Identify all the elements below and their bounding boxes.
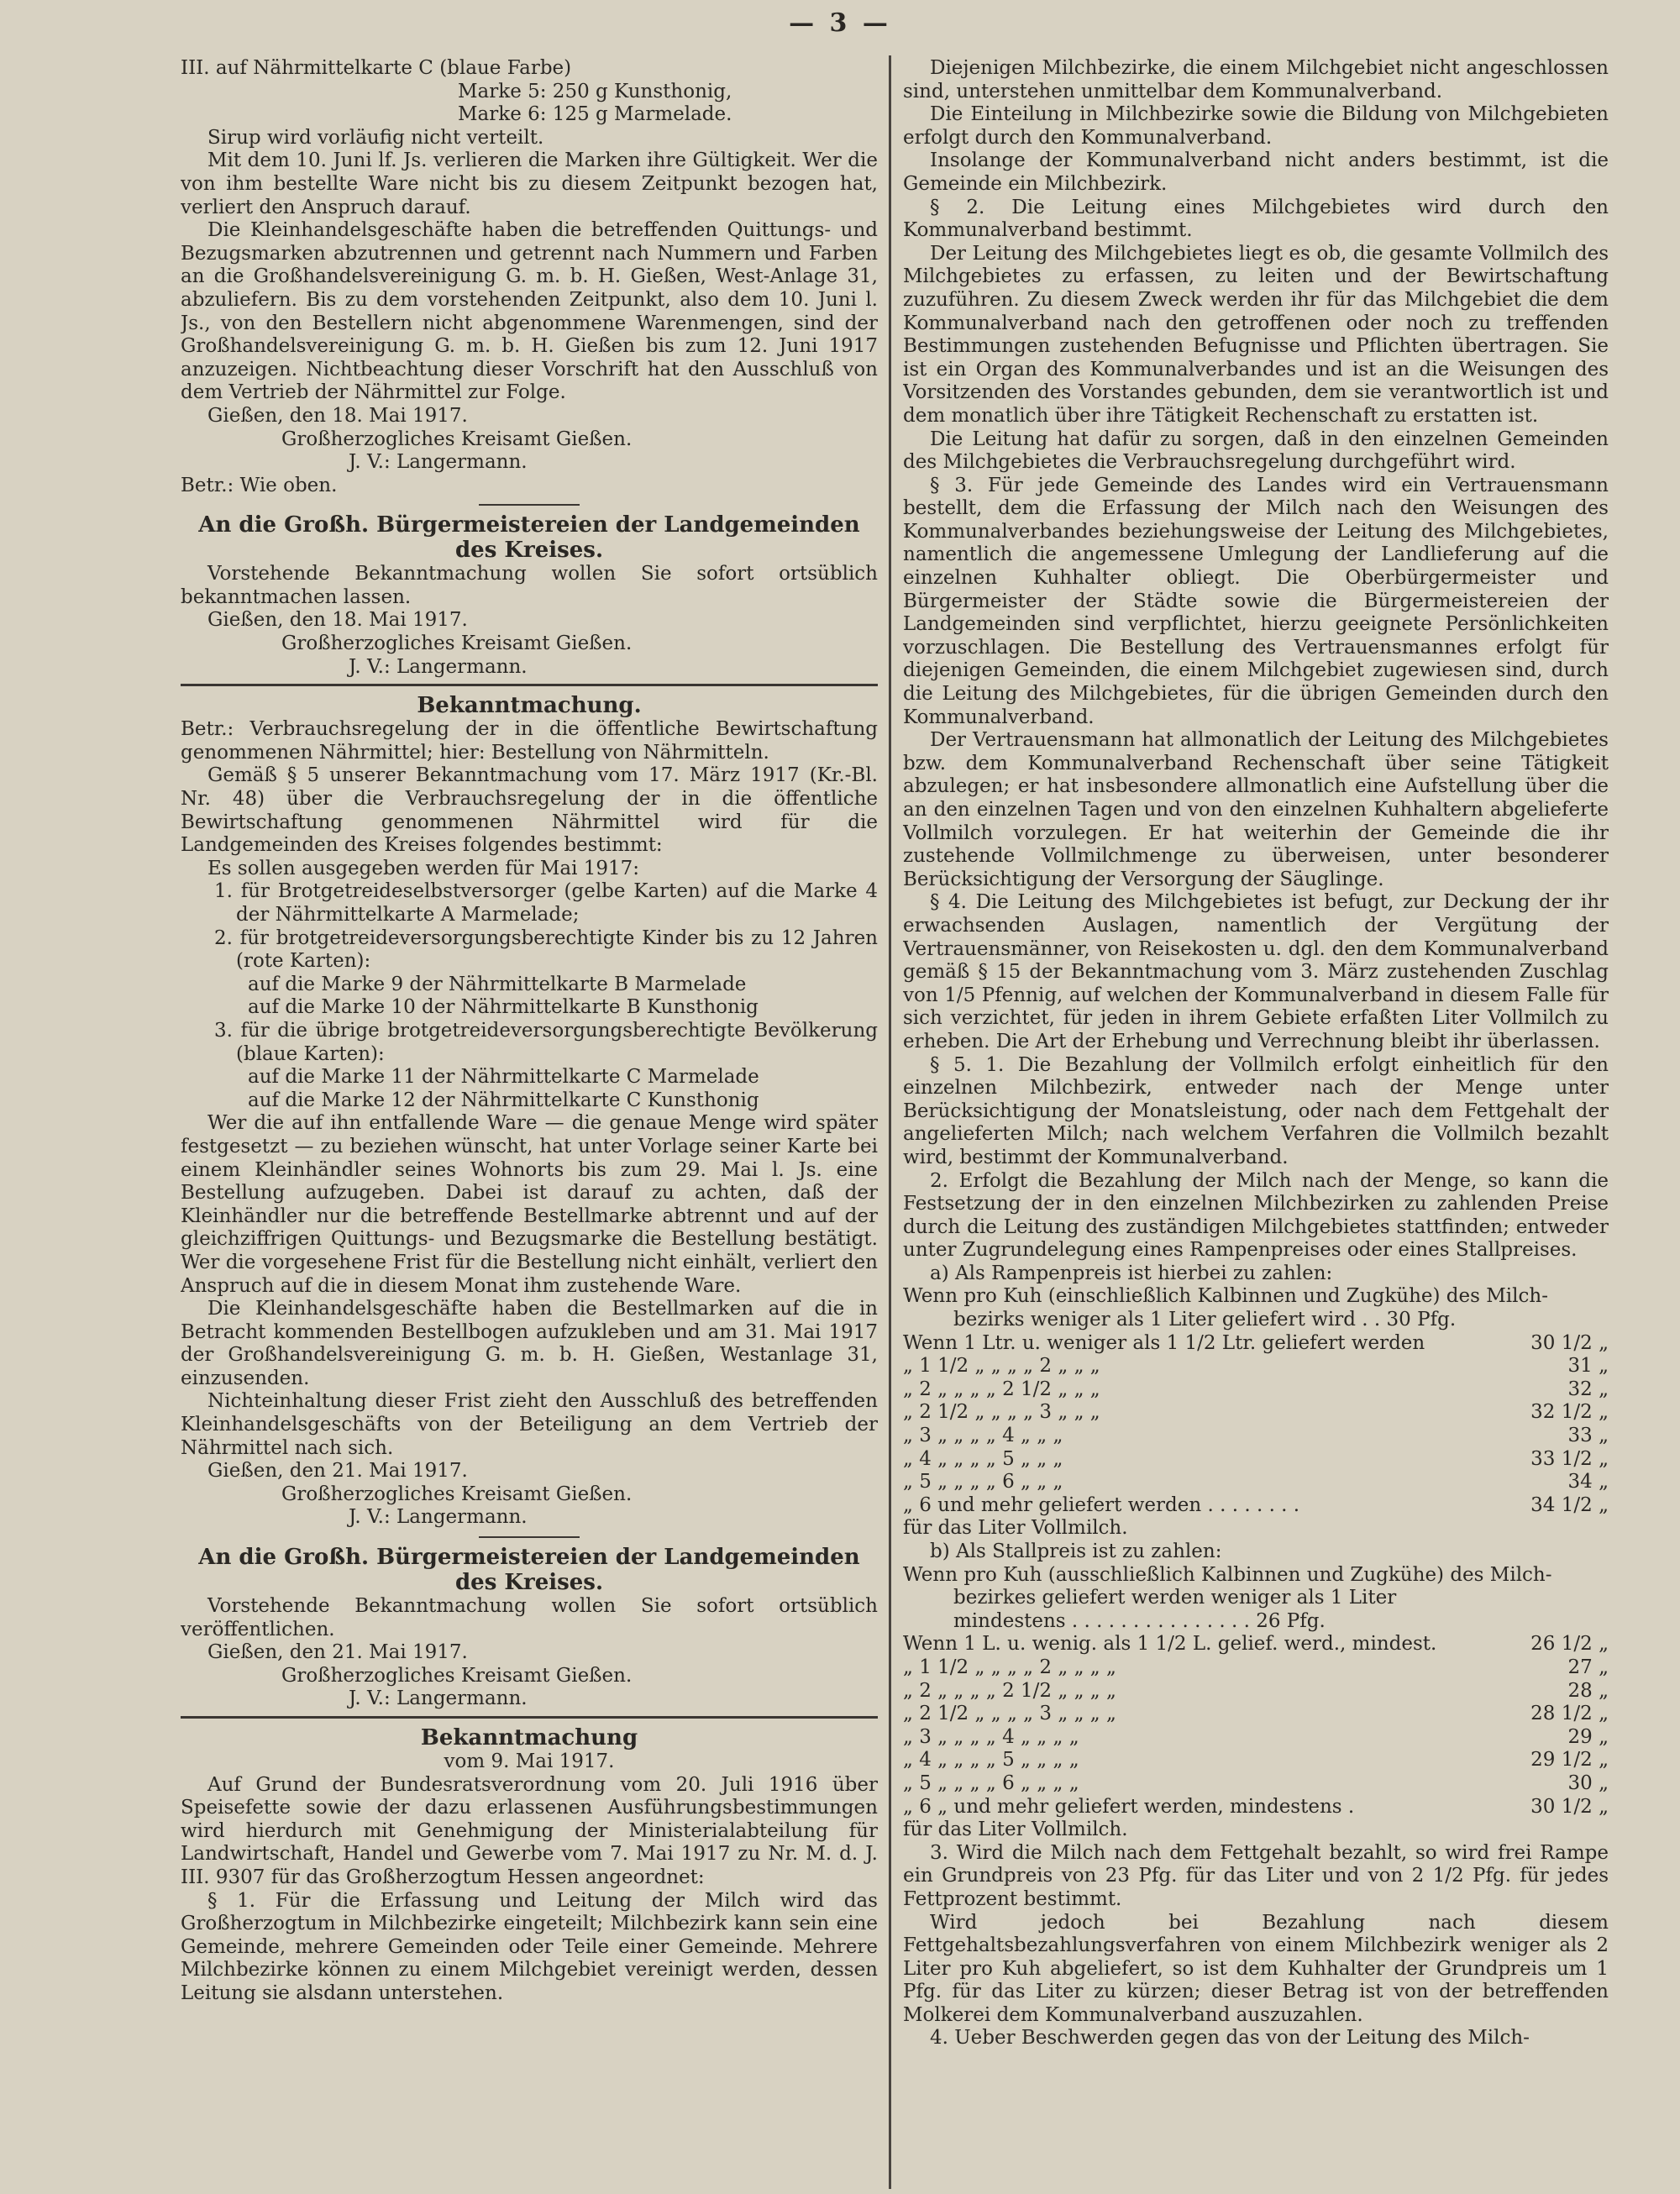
paragraph: Wird jedoch bei Bezahlung nach diesem Fettgehaltsbezahlungsverfahren von einem Milchbezirk weniger als 2 Liter pro Kuh abgeliefert, so ist dem Kuhhalter der Grundpreis um 1 Pfg. für das Liter zu kürzen; dieser Betrag ist von der betreffenden Molkerei dem Kommunalverband auszuzahlen.	[903, 1911, 1609, 2026]
row-value: 31 „	[1567, 1355, 1609, 1378]
list-item: 2. für brotgetreideversorgungsberechtigte Kinder bis zu 12 Jahren (rote Karten):	[214, 926, 878, 973]
table-row	[903, 1378, 1609, 1402]
table-row	[903, 1680, 1609, 1703]
paragraph: Vorstehende Bekanntmachung wollen Sie sofort ortsüblich bekanntmachen lassen.	[181, 563, 878, 608]
office-line: Großherzogliches Kreisamt Gießen.	[281, 1483, 633, 1505]
table-row	[903, 1796, 1609, 1819]
right-column	[903, 57, 1609, 2186]
short-rule	[479, 504, 580, 506]
row-label: „ 6 „ und mehr geliefert werden, mindestens .	[903, 1795, 1355, 1818]
row-label: „ 2 „ „ „ „ 2 1/2 „ „ „	[903, 1378, 1100, 1400]
paragraph: § 1. Für die Erfassung und Leitung der Milch wird das Großherzogtum in Milchbezirke eingeteilt; Milchbezirk kann sein eine Gemeinde, mehrere Gemeinden oder Teile einer Gemeinde. Mehrere Milchbezirke können zu einem Milchgebiet vereinigt werden, dessen Leitung sie alsdann unterstehen.	[181, 1889, 878, 2004]
paragraph: Auf Grund der Bundesratsverordnung vom 20. Juli 1916 über Speisefette sowie der dazu erlassenen Ausführungsbestimmungen wird hierdurch mit Genehmigung der Ministerialabteilung für Landwirtschaft, Handel und Gewerbe vom 7. Mai 1917 zu Nr. M. d. J. III. 9307 für das Großherzogtum Hessen angeordnet:	[181, 1773, 878, 1888]
paragraph: Vorstehende Bekanntmachung wollen Sie sofort ortsüblich veröffentlichen.	[181, 1595, 878, 1640]
signature-line: J. V.: Langermann.	[349, 451, 528, 474]
table-row	[903, 1425, 1609, 1448]
column-divider	[889, 55, 891, 2189]
section-rule	[181, 1716, 878, 1719]
row-label: „ 6 und mehr geliefert werden . . . . . . . .	[903, 1493, 1300, 1516]
office-line: Großherzogliches Kreisamt Gießen.	[281, 632, 633, 655]
table-row	[903, 1749, 1609, 1772]
paragraph: § 4. Die Leitung des Milchgebietes ist befugt, zur Deckung der ihr erwachsenden Auslagen, namentlich der Vergütung der Vertrauensmänner, von Reisekosten u. dgl. den dem Kommunalverband gemäß § 15 der Bekanntmachung vom 3. März zustehenden Zuschlag von 1/5 Pfennig, auf welchen der Kommunalverband in diesem Falle für sich verzichtet, für jeden in ihrem Gebiete erfaßten Liter Vollmilch zu erheben. Die Art der Erhebung und Verrechnung bleibt ihr überlassen.	[903, 891, 1609, 1052]
page-number: — 3 —	[789, 8, 891, 38]
notice-heading: An die Großh. Bürgermeistereien der Landgemeinden des Kreises.	[198, 512, 860, 564]
row-label: Wenn 1 Ltr. u. weniger als 1 1/2 Ltr. geliefert werden	[903, 1331, 1425, 1354]
signature-line: J. V.: Langermann.	[349, 655, 528, 678]
paragraph: § 3. Für jede Gemeinde des Landes wird ein Vertrauensmann bestellt, dem die Erfassung der Milch nach den Weisungen des Kommunalverbandes beziehungsweise der Leitung des Milchgebietes, namentlich die angemessene Umlegung der Landlieferung auf die einzelnen Kuhhalter obliegt. Die Oberbürgermeister und Bürgermeister der Städte sowie die Bürgermeistereien der Landgemeinden sind verpflichtet, hierzu geeignete Persönlichkeiten vorzuschlagen. Die Bestellung des Vertrauensmannes erfolgt für diejenigen Gemeinden, die einem Milchgebiet zugewiesen sind, durch die Leitung des Milchgebietes, für die übrigen Gemeinden durch den Kommunalverband.	[903, 474, 1609, 728]
table-row	[903, 1471, 1609, 1494]
paragraph: Wer die auf ihn entfallende Ware — die genaue Menge wird später festgesetzt — zu beziehen wünscht, hat unter Vorlage seiner Karte bei einem Kleinhändler seines Wohnorts bis zum 29. Mai l. Js. eine Bestellung aufzugeben. Dabei ist darauf zu achten, daß der Kleinhändler nur die betreffende Bestellmarke abtrennt und auf der gleichziffrigen Quittungs- und Bezugsmarke die Bestellung bestätigt. Wer die vorgesehene Frist für die Bestellung nicht einhält, verliert den Anspruch auf die in diesem Monat ihm zustehende Ware.	[181, 1112, 878, 1297]
date-line: Gießen, den 18. Mai 1917.	[207, 609, 468, 632]
row-value: 26 1/2 „	[1530, 1633, 1609, 1656]
row-value: 34 „	[1567, 1471, 1609, 1493]
row-label: „ 1 1/2 „ „ „ „ 2 „ „ „	[903, 1355, 1100, 1378]
paragraph: Der Vertrauensmann hat allmonatlich der Leitung des Milchgebietes bzw. dem Kommunalverband Rechenschaft über seine Tätigkeit abzulegen; er hat insbesondere allmonatlich eine Aufstellung über die an den einzelnen Tagen und von den einzelnen Kuhhaltern abgelieferte Vollmilch vorzulegen. Er hat weiterhin der Gemeinde die ihr zustehende Vollmilchmenge zu überweisen, unter besonderer Berücksichtigung der Versorgung der Säuglinge.	[903, 729, 1609, 890]
paragraph: Die Kleinhandelsgeschäfte haben die Bestellmarken auf die in Betracht kommenden Bestellbogen aufzukleben und am 31. Mai 1917 der Großhandelsvereinigung G. m. b. H. Gießen, Westanlage 31, einzusenden.	[181, 1298, 878, 1389]
table-row	[903, 1494, 1609, 1518]
office-line: Großherzogliches Kreisamt Gießen.	[281, 1664, 633, 1687]
paragraph: Gemäß § 5 unserer Bekanntmachung vom 17. März 1917 (Kr.-Bl. Nr. 48) über die Verbrauchsregelung der in die öffentliche Bewirtschaftung genommenen Nährmittel wird für die Landgemeinden des Kreises folgendes bestimmt:	[181, 764, 878, 857]
table-row	[903, 1355, 1609, 1378]
table-row	[903, 1633, 1609, 1656]
row-label: „ 3 „ „ „ „ 4 „ „ „	[903, 1425, 1063, 1447]
price-heading: a) Als Rampenpreis ist hierbei zu zahlen:	[930, 1262, 1333, 1284]
row-value: 33 1/2 „	[1530, 1447, 1609, 1470]
row-label: „ 1 1/2 „ „ „ „ 2 „ „ „ „	[903, 1656, 1116, 1678]
row-value: 33 „	[1567, 1425, 1609, 1447]
date-line: Gießen, den 21. Mai 1917.	[207, 1641, 468, 1664]
paragraph: Die Einteilung in Milchbezirke sowie die Bildung von Milchgebieten erfolgt durch den Kommunalverband.	[903, 103, 1609, 149]
row-value: 30 1/2 „	[1530, 1331, 1609, 1354]
section-rule	[181, 684, 878, 686]
left-column	[181, 57, 878, 2186]
card-heading: III. auf Nährmittelkarte C (blaue Farbe)	[181, 57, 572, 79]
bekanntmachung-heading: Bekanntmachung	[420, 1725, 638, 1750]
date-line: Gießen, den 21. Mai 1917.	[207, 1460, 468, 1483]
list-subitem: auf die Marke 11 der Nährmittelkarte C Marmelade	[248, 1066, 759, 1089]
paragraph: Die Kleinhandelsgeschäfte haben die betreffenden Quittungs- und Bezugsmarken abzutrennen und getrennt nach Nummern und Farben an die Großhandelsvereinigung G. m. b. H. Gießen, West-Anlage 31, abzuliefern. Bis zu dem vorstehenden Zeitpunkt, also dem 10. Juni l. Js., von den Bestellern nicht abgenommene Warenmengen, sind der Großhandelsvereinigung G. m. b. H. Gießen bis zum 12. Juni 1917 anzuzeigen. Nichtbeachtung dieser Vorschrift hat den Ausschluß von dem Vertrieb der Nährmittel zur Folge.	[181, 219, 878, 404]
office-line: Großherzogliches Kreisamt Gießen.	[281, 428, 633, 450]
paragraph: Mit dem 10. Juni lf. Js. verlieren die Marken ihre Gültigkeit. Wer die von ihm bestellte Ware nicht bis zu diesem Zeitpunkt bezogen hat, verliert den Anspruch darauf.	[181, 150, 878, 218]
row-label: „ 2 1/2 „ „ „ „ 3 „ „ „ „	[903, 1703, 1116, 1725]
list-item: 1. für Brotgetreideselbstversorger (gelbe Karten) auf die Marke 4 der Nährmittelkarte A Marmelade;	[214, 880, 878, 926]
row-value: 34 1/2 „	[1530, 1493, 1609, 1516]
table-row	[903, 1401, 1609, 1425]
mark-line: Marke 5: 250 g Kunsthonig,	[458, 80, 732, 102]
paragraph: Der Leitung des Milchgebietes liegt es ob, die gesamte Vollmilch des Milchgebietes zu erfassen, zu leiten und der Bewirtschaftung zuzuführen. Zu diesem Zweck werden ihr für das Milchgebiet die dem Kommunalverband nach den getroffenen oder noch zu treffenden Bestimmungen zustehenden Befugnisse und Pflichten übertragen. Sie ist ein Organ des Kommunalverbandes und ist an die Weisungen des Vorsitzenden des Vorstandes gebunden, dem sie verantwortlich ist und dem monatlich über ihre Tätigkeit Rechenschaft zu erstatten ist.	[903, 242, 1609, 427]
table-row	[903, 1448, 1609, 1472]
list-item: 3. für die übrige brotgetreideversorgungsberechtigte Bevölkerung (blaue Karten):	[214, 1019, 878, 1065]
row-label: „ 3 „ „ „ „ 4 „ „ „ „	[903, 1725, 1079, 1748]
table-row	[903, 1772, 1609, 1796]
row-value: 28 „	[1567, 1679, 1609, 1702]
table-row	[903, 1332, 1609, 1356]
paragraph: Die Leitung hat dafür zu sorgen, daß in den einzelnen Gemeinden des Milchgebietes die Verbrauchsregelung durchgeführt wird.	[903, 428, 1609, 474]
row-label: „ 2 1/2 „ „ „ „ 3 „ „ „	[903, 1401, 1100, 1424]
price-heading: b) Als Stallpreis ist zu zahlen:	[930, 1541, 1222, 1562]
paragraph: § 5. 1. Die Bezahlung der Vollmilch erfolgt einheitlich für den einzelnen Milchbezirk, entweder nach der Menge unter Berücksichtigung der Monatsleistung, oder nach dem Fettgehalt der angelieferten Milch; nach welchem Verfahren die Vollmilch bezahlt wird, bestimmt der Kommunalverband.	[903, 1053, 1609, 1168]
price-lead: bezirks weniger als 1 Liter geliefert wird . . 30 Pfg.	[953, 1309, 1457, 1331]
list-subitem: auf die Marke 12 der Nährmittelkarte C Kunsthonig	[248, 1089, 759, 1111]
row-value: 29 „	[1567, 1725, 1609, 1748]
price-lead: Wenn pro Kuh (ausschließlich Kalbinnen und Zugkühe) des Milch-	[903, 1563, 1552, 1586]
price-lead: mindestens . . . . . . . . . . . . . . . 26 Pfg.	[953, 1609, 1326, 1632]
signature-line: J. V.: Langermann.	[349, 1687, 528, 1710]
paragraph: § 2. Die Leitung eines Milchgebietes wird durch den Kommunalverband bestimmt.	[903, 196, 1609, 242]
date-line: Gießen, den 18. Mai 1917.	[207, 404, 468, 427]
paragraph: 4. Ueber Beschwerden gegen das von der Leitung des Milch-	[930, 2027, 1530, 2050]
row-value: 30 1/2 „	[1530, 1795, 1609, 1818]
list-subitem: auf die Marke 9 der Nährmittelkarte B Marmelade	[248, 973, 747, 995]
signature-line: J. V.: Langermann.	[349, 1506, 528, 1529]
rampen-price-table	[903, 1332, 1609, 1518]
price-tail: für das Liter Vollmilch.	[903, 1819, 1128, 1841]
paragraph: Es sollen ausgegeben werden für Mai 1917:	[207, 857, 640, 879]
notice-heading: An die Großh. Bürgermeistereien der Landgemeinden des Kreises.	[198, 1545, 860, 1596]
betr-line: Betr.: Wie oben.	[181, 474, 338, 496]
row-value: 29 1/2 „	[1530, 1749, 1609, 1771]
paragraph: 3. Wird die Milch nach dem Fettgehalt bezahlt, so wird frei Rampe ein Grundpreis von 23 Pfg. für das Liter und von 2 1/2 Pfg. für jedes Fettprozent bestimmt.	[903, 1841, 1609, 1910]
table-row	[903, 1656, 1609, 1680]
row-label: „ 5 „ „ „ „ 6 „ „ „ „	[903, 1771, 1079, 1794]
row-label: „ 4 „ „ „ „ 5 „ „ „ „	[903, 1749, 1079, 1771]
row-value: 28 1/2 „	[1530, 1703, 1609, 1725]
row-label: „ 5 „ „ „ „ 6 „ „ „	[903, 1471, 1063, 1493]
row-label: „ 2 „ „ „ „ 2 1/2 „ „ „ „	[903, 1679, 1116, 1702]
bekanntmachung-heading: Bekanntmachung.	[417, 693, 642, 719]
paragraph: Nichteinhaltung dieser Frist zieht den Ausschluß des betreffenden Kleinhandelsgeschäfts von der Beteiligung an dem Vertrieb der Nährmittel nach sich.	[181, 1390, 878, 1459]
row-label: „ 4 „ „ „ „ 5 „ „ „	[903, 1447, 1063, 1470]
table-row	[903, 1703, 1609, 1726]
betr-line: Betr.: Verbrauchsregelung der in die öffentliche Bewirtschaftung genommenen Nährmittel; hier: Bestellung von Nährmitteln.	[181, 718, 878, 764]
row-value: 27 „	[1567, 1656, 1609, 1678]
price-lead: bezirkes geliefert werden weniger als 1 Liter	[953, 1587, 1397, 1609]
row-value: 32 1/2 „	[1530, 1401, 1609, 1424]
paragraph: Diejenigen Milchbezirke, die einem Milchgebiet nicht angeschlossen sind, unterstehen unmittelbar dem Kommunalverband.	[903, 57, 1609, 102]
bekanntmachung-subheading: vom 9. Mai 1917.	[444, 1750, 615, 1772]
list-subitem: auf die Marke 10 der Nährmittelkarte B Kunsthonig	[248, 996, 759, 1019]
price-tail: für das Liter Vollmilch.	[903, 1517, 1128, 1540]
short-rule	[479, 1536, 580, 1538]
mark-line: Marke 6: 125 g Marmelade.	[458, 103, 732, 126]
price-lead: Wenn pro Kuh (einschließlich Kalbinnen und Zugkühe) des Milch-	[903, 1285, 1548, 1308]
row-label: Wenn 1 L. u. wenig. als 1 1/2 L. gelief. werd., mindest.	[903, 1633, 1437, 1656]
paragraph: Insolange der Kommunalverband nicht anders bestimmt, ist die Gemeinde ein Milchbezirk.	[903, 150, 1609, 195]
row-value: 30 „	[1567, 1771, 1609, 1794]
table-row	[903, 1726, 1609, 1750]
stall-price-table	[903, 1633, 1609, 1819]
paragraph: 2. Erfolgt die Bezahlung der Milch nach der Menge, so kann die Festsetzung der in den einzelnen Milchbezirken zu zahlenden Preise durch die Leitung des zuständigen Milchgebietes stattfinden; entweder unter Zugrundelegung eines Rampenpreises oder eines Stallpreises.	[903, 1169, 1609, 1262]
row-value: 32 „	[1567, 1378, 1609, 1400]
paragraph: Sirup wird vorläufig nicht verteilt.	[207, 126, 544, 149]
